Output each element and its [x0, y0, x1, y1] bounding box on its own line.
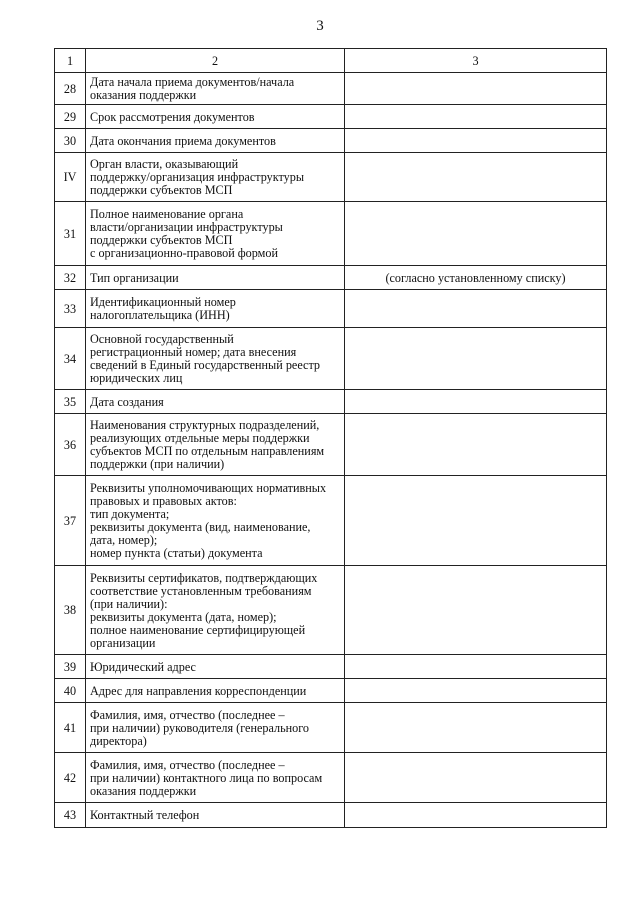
row-label-line: налогоплательщика (ИНН) [90, 308, 230, 322]
row-label-line: Дата создания [90, 394, 164, 409]
table-row [55, 679, 607, 703]
row-label [86, 476, 345, 566]
row-label [86, 153, 345, 202]
row-label [86, 73, 345, 105]
row-label-line: правовых и правовых актов: [90, 494, 237, 508]
row-label-line: Реквизиты уполномочивающих нормативных [90, 481, 327, 495]
row-label-line: Срок рассмотрения документов [90, 109, 255, 124]
table-row [55, 290, 607, 328]
header-cell-2: 2 [86, 49, 345, 73]
row-value[interactable] [345, 390, 607, 414]
row-value[interactable] [345, 753, 607, 803]
row-label [86, 290, 345, 328]
row-label-line: Адрес для направления корреспонденции [90, 683, 307, 698]
row-value[interactable] [345, 414, 607, 476]
row-label-line: дата, номер); [90, 533, 158, 547]
row-label [86, 129, 345, 153]
row-label-line: Полное наименование органа [90, 207, 244, 221]
row-number: 29 [55, 105, 86, 129]
row-label-line: соответствие установленным требованиям [90, 583, 312, 598]
row-label-line: оказания поддержки [90, 88, 197, 102]
row-value[interactable] [345, 328, 607, 390]
form-table [54, 48, 607, 828]
table-row [55, 476, 607, 566]
row-number: 31 [55, 202, 86, 266]
row-value[interactable] [345, 202, 607, 266]
row-number: 33 [55, 290, 86, 328]
table-row [55, 703, 607, 753]
row-label [86, 105, 345, 129]
row-label-line: организации [90, 635, 156, 650]
header-cell-1: 1 [55, 49, 86, 73]
row-label-line: сведений в Единый государственный реестр [90, 358, 321, 372]
row-label-line: юридических лиц [90, 371, 183, 385]
row-label-line: полное наименование сертифицирующей [90, 622, 306, 637]
row-label [86, 390, 345, 414]
row-value[interactable] [345, 476, 607, 566]
row-value[interactable] [345, 703, 607, 753]
row-number: IV [55, 153, 86, 202]
row-value[interactable] [345, 129, 607, 153]
row-label [86, 566, 345, 655]
page-number: 3 [316, 18, 324, 34]
table-row [55, 328, 607, 390]
row-number: 41 [55, 703, 86, 753]
row-label-line: с организационно-правовой формой [90, 246, 279, 260]
row-label [86, 414, 345, 476]
row-label-line: власти/организации инфраструктуры [90, 220, 283, 234]
row-number: 38 [55, 566, 86, 655]
table-row [55, 566, 607, 655]
row-label-line: Орган власти, оказывающий [90, 157, 239, 171]
table-row [55, 753, 607, 803]
row-number: 34 [55, 328, 86, 390]
row-label [86, 703, 345, 753]
row-value[interactable] [345, 679, 607, 703]
row-number: 32 [55, 266, 86, 290]
row-label-line: тип документа; [90, 507, 170, 521]
row-number: 42 [55, 753, 86, 803]
row-value[interactable] [345, 105, 607, 129]
row-number: 30 [55, 129, 86, 153]
row-label-line: реквизиты документа (дата, номер); [90, 609, 277, 624]
table-row [55, 129, 607, 153]
table-row [55, 73, 607, 105]
row-label-line: реквизиты документа (вид, наименование, [90, 520, 311, 534]
row-label-line: Основной государственный [90, 332, 234, 346]
row-value[interactable] [345, 73, 607, 105]
row-label-line: Контактный телефон [90, 808, 200, 822]
table-row [55, 202, 607, 266]
row-label-line: регистрационный номер; дата внесения [90, 345, 297, 359]
row-number: 28 [55, 73, 86, 105]
table-row [55, 266, 607, 290]
row-value[interactable] [345, 290, 607, 328]
row-number: 40 [55, 679, 86, 703]
table-row [55, 803, 607, 828]
table-row [55, 655, 607, 679]
row-label [86, 679, 345, 703]
row-label-line: субъектов МСП по отдельным направлениям [90, 444, 325, 458]
row-label-line: поддержки субъектов МСП [90, 233, 233, 247]
table-row [55, 390, 607, 414]
row-label-line: оказания поддержки [90, 783, 197, 798]
row-value[interactable] [345, 803, 607, 828]
row-label-line: директора) [90, 733, 147, 748]
table-header-row [55, 49, 607, 73]
row-label-line: поддержку/организация инфраструктуры [90, 170, 305, 184]
row-number: 39 [55, 655, 86, 679]
row-label [86, 328, 345, 390]
table-row [55, 414, 607, 476]
row-label-line: Тип организации [90, 270, 179, 285]
row-label-line: Фамилия, имя, отчество (последнее – [90, 757, 285, 772]
row-label-line: поддержки субъектов МСП [90, 183, 233, 197]
row-label-line: при наличии) руководителя (генерального [90, 720, 310, 735]
row-value[interactable] [345, 566, 607, 655]
row-label-line: Дата начала приема документов/начала [90, 75, 295, 89]
row-value[interactable] [345, 153, 607, 202]
row-number: 35 [55, 390, 86, 414]
row-label-line: Юридический адрес [90, 659, 196, 674]
row-label-line: (при наличии): [90, 596, 168, 611]
row-label-line: Идентификационный номер [90, 295, 236, 309]
row-label [86, 753, 345, 803]
row-number: 36 [55, 414, 86, 476]
header-cell-3: 3 [345, 49, 607, 73]
row-label [86, 266, 345, 290]
row-label-line: при наличии) контактного лица по вопросам [90, 770, 323, 785]
row-label [86, 202, 345, 266]
row-label-line: поддержки (при наличии) [90, 457, 225, 471]
row-label-line: Наименования структурных подразделений, [90, 418, 320, 432]
row-label-line: Реквизиты сертификатов, подтверждающих [90, 570, 318, 585]
row-value[interactable] [345, 655, 607, 679]
row-value[interactable]: (согласно установленному списку) [345, 266, 607, 290]
row-label-line: реализующих отдельные меры поддержки [90, 431, 310, 445]
table-row [55, 105, 607, 129]
row-label [86, 655, 345, 679]
row-number: 37 [55, 476, 86, 566]
row-label-line: Фамилия, имя, отчество (последнее – [90, 707, 285, 722]
row-number: 43 [55, 803, 86, 828]
row-label [86, 803, 345, 828]
row-label-line: номер пункта (статьи) документа [90, 546, 263, 560]
row-label-line: Дата окончания приема документов [90, 133, 276, 148]
table-row [55, 153, 607, 202]
